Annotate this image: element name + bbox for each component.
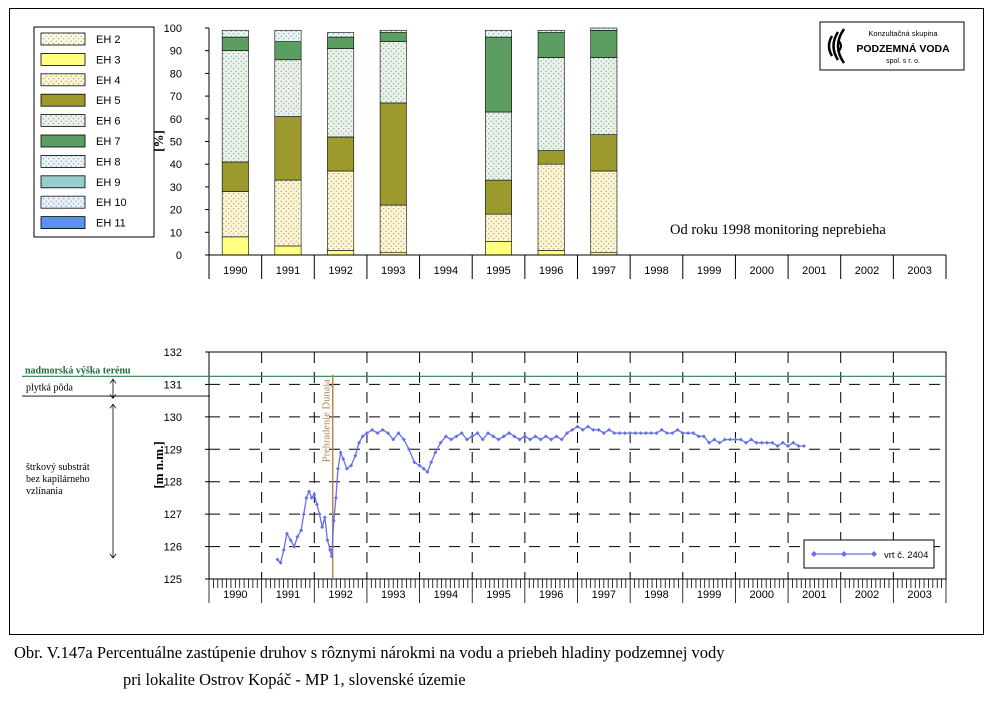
bar-x-tick-label: 1996 <box>538 265 564 277</box>
logo-line-2: PODZEMNÁ VODA <box>856 43 950 55</box>
line-x-tick-label: 2001 <box>802 589 827 601</box>
series-point <box>633 431 637 435</box>
bar-segment <box>538 250 564 255</box>
bar-y-tick-label: 40 <box>169 159 182 172</box>
bar-segment <box>485 37 511 112</box>
bar-segment <box>485 30 511 37</box>
bar-y-tick-label: 20 <box>169 204 182 217</box>
bar-segment <box>222 162 248 192</box>
bar-segment <box>485 241 511 255</box>
legend-entry-eh-7 <box>41 135 120 148</box>
series-point <box>315 502 319 506</box>
bar-segment <box>380 103 406 205</box>
well-series <box>275 425 805 565</box>
bar-x-tick-label: 1992 <box>328 265 353 277</box>
bar-segment <box>538 33 564 58</box>
series-point <box>429 460 433 464</box>
series-point <box>325 538 329 542</box>
soil-zones <box>22 379 210 558</box>
bar-y-tick-label: 80 <box>169 68 182 81</box>
bar-segment <box>327 37 353 48</box>
line-x-tick-label: 1996 <box>538 589 564 601</box>
legend-entry-well: vrt č. 2404 <box>884 550 929 561</box>
caption-line-1: Obr. V.147a Percentuálne zastúpenie druhov s rôznymi nárokmi na vodu a priebeh hladiny podzemnej vody <box>14 643 725 662</box>
svg-text:EH 4: EH 4 <box>96 74 121 87</box>
legend-entry-eh-9 <box>41 176 120 189</box>
bar-chart <box>34 22 964 279</box>
bar-legend <box>34 27 154 237</box>
series-point <box>628 431 632 435</box>
line-x-tick-label: 1999 <box>696 589 722 601</box>
series-point <box>318 512 322 516</box>
series-point <box>302 512 306 516</box>
bar-x-tick-label: 1993 <box>381 265 406 277</box>
bar-x-tick-label: 1991 <box>275 265 301 277</box>
bar-segment <box>591 135 617 171</box>
legend-entry-eh-2 <box>41 33 120 46</box>
legend-entry-eh-4 <box>41 74 120 87</box>
series-point <box>307 489 311 493</box>
series-point <box>686 431 690 435</box>
bar-segment <box>380 42 406 103</box>
bar-segment <box>538 58 564 151</box>
line-y-tick-label: 126 <box>163 541 182 554</box>
bar-segment <box>485 214 511 241</box>
legend-entry-eh-10 <box>41 196 127 209</box>
bar-segment <box>380 30 406 32</box>
bar-segment <box>275 117 301 181</box>
series-point <box>760 441 764 445</box>
bar-y-tick-label: 50 <box>169 136 182 149</box>
bar-y-axis-label: [%] <box>151 130 166 152</box>
bar-segment <box>591 28 617 30</box>
line-x-tick-label: 1993 <box>381 589 406 601</box>
caption-line-2: pri lokalite Ostrov Kopáč - MP 1, slovenské územie <box>123 670 466 689</box>
bar-y-tick-label: 10 <box>169 227 182 240</box>
bar-segment <box>275 60 301 117</box>
bar-segment <box>485 180 511 214</box>
line-x-tick-label: 2000 <box>749 589 774 601</box>
bar-segment <box>275 42 301 60</box>
svg-text:EH 9: EH 9 <box>96 176 121 189</box>
series-point <box>320 525 324 529</box>
bar-segment <box>327 48 353 137</box>
series-point <box>339 451 343 455</box>
bar-segment <box>538 30 564 32</box>
zone-gravel-label: bez kapilárneho <box>26 474 90 485</box>
line-x-tick-label: 1997 <box>591 589 617 601</box>
legend-entry-eh-11 <box>41 217 126 230</box>
line-y-tick-label: 130 <box>163 411 182 424</box>
bar-x-tick-label: 2001 <box>802 265 827 277</box>
svg-text:EH 10: EH 10 <box>96 197 127 210</box>
svg-text:EH 2: EH 2 <box>96 34 121 46</box>
svg-text:EH 8: EH 8 <box>96 156 121 169</box>
line-chart <box>22 347 946 603</box>
line-x-tick-label: 1992 <box>328 589 353 601</box>
bar-segment <box>222 51 248 162</box>
company-logo <box>820 22 964 70</box>
bar-y-tick-label: 60 <box>169 113 182 126</box>
bar-segment <box>327 137 353 171</box>
bar-segment <box>275 180 301 246</box>
series-point <box>334 496 338 500</box>
legend-entry-eh-3 <box>41 53 120 66</box>
series-point <box>649 431 653 435</box>
terrain-label: nadmorská výška terénu <box>25 365 131 377</box>
series-point <box>282 548 286 552</box>
bar-y-tick-label: 100 <box>163 23 182 35</box>
bar-x-tick-label: 1998 <box>644 265 669 277</box>
line-x-tick-label: 1990 <box>223 589 248 601</box>
bar-segment <box>327 171 353 250</box>
bar-x-tick-label: 1995 <box>486 265 511 277</box>
line-x-tick-label: 1994 <box>433 589 459 601</box>
line-x-tick-label: 1998 <box>644 589 669 601</box>
zone-gravel-label: štrkový substrát <box>26 462 90 473</box>
line-y-tick-label: 127 <box>163 509 182 522</box>
bar-segment <box>380 205 406 253</box>
line-y-tick-label: 132 <box>163 347 182 359</box>
svg-text:EH 3: EH 3 <box>96 54 121 67</box>
line-y-tick-label: 129 <box>163 444 182 457</box>
series-line <box>277 427 804 563</box>
bar-y-tick-label: 30 <box>169 181 182 194</box>
series-point <box>336 467 340 471</box>
svg-text:EH 6: EH 6 <box>96 115 121 128</box>
bar-x-tick-label: 1999 <box>696 265 722 277</box>
bar-segment <box>591 171 617 253</box>
series-point <box>639 431 643 435</box>
bar-segment <box>327 250 353 255</box>
dam-event-label: Prehradenie Dunaja <box>321 379 333 463</box>
line-x-tick-label: 1991 <box>275 589 301 601</box>
svg-text:EH 11: EH 11 <box>96 217 126 230</box>
bar-segment <box>275 246 301 255</box>
line-y-tick-label: 128 <box>163 476 182 489</box>
series-point <box>618 431 622 435</box>
bar-segment <box>591 58 617 135</box>
bar-x-tick-label: 2003 <box>907 265 932 277</box>
bar-segment <box>538 164 564 250</box>
line-y-tick-label: 131 <box>163 379 182 392</box>
bar-x-tick-label: 2000 <box>749 265 774 277</box>
bar-segment <box>275 30 301 41</box>
bar-segment <box>222 191 248 236</box>
legend-entry-eh-6 <box>41 115 120 128</box>
series-point <box>623 431 627 435</box>
line-x-tick-label: 1995 <box>486 589 511 601</box>
series-point <box>644 431 648 435</box>
line-legend <box>804 540 934 568</box>
line-y-axis-label: [m n.m.] <box>151 441 166 489</box>
series-point <box>765 441 769 445</box>
bar-x-tick-label: 1990 <box>223 265 248 277</box>
bar-segment <box>485 112 511 180</box>
series-point <box>353 454 357 458</box>
legend-entry-eh-5 <box>41 94 120 107</box>
line-x-tick-label: 2002 <box>854 589 880 601</box>
legend-entry-eh-8 <box>41 155 120 168</box>
line-x-tick-label: 2003 <box>907 589 932 601</box>
bar-segment <box>222 30 248 37</box>
monitoring-note: Od roku 1998 monitoring neprebieha <box>670 222 886 238</box>
zone-shallow-label: plytká pôda <box>26 382 73 394</box>
bar-segment <box>538 151 564 165</box>
bar-segment <box>222 237 248 255</box>
bar-x-tick-label: 1994 <box>433 265 459 277</box>
series-point <box>733 438 737 442</box>
series-point <box>341 457 345 461</box>
series-point <box>304 496 308 500</box>
bar-series <box>222 28 617 255</box>
bar-y-tick-label: 90 <box>169 45 182 58</box>
svg-text:EH 7: EH 7 <box>96 136 121 148</box>
series-point <box>728 438 732 442</box>
line-y-tick-label: 125 <box>163 574 182 586</box>
bar-y-tick-label: 70 <box>169 91 182 104</box>
bar-segment <box>591 30 617 57</box>
bar-segment <box>380 33 406 42</box>
series-point <box>802 444 806 448</box>
bar-segment <box>222 37 248 51</box>
bar-x-tick-label: 1997 <box>591 265 617 277</box>
bar-x-tick-label: 2002 <box>854 265 880 277</box>
logo-line-1: Konzultačná skupina <box>868 29 938 38</box>
bar-y-tick-label: 0 <box>175 250 182 262</box>
terrain-level <box>22 365 946 376</box>
bar-segment <box>327 33 353 38</box>
logo-line-3: spol. s r. o. <box>886 58 920 65</box>
zone-gravel-label: vzlínania <box>26 486 63 497</box>
svg-text:EH 5: EH 5 <box>96 95 121 108</box>
series-point <box>323 515 327 519</box>
dam-event <box>322 375 333 579</box>
